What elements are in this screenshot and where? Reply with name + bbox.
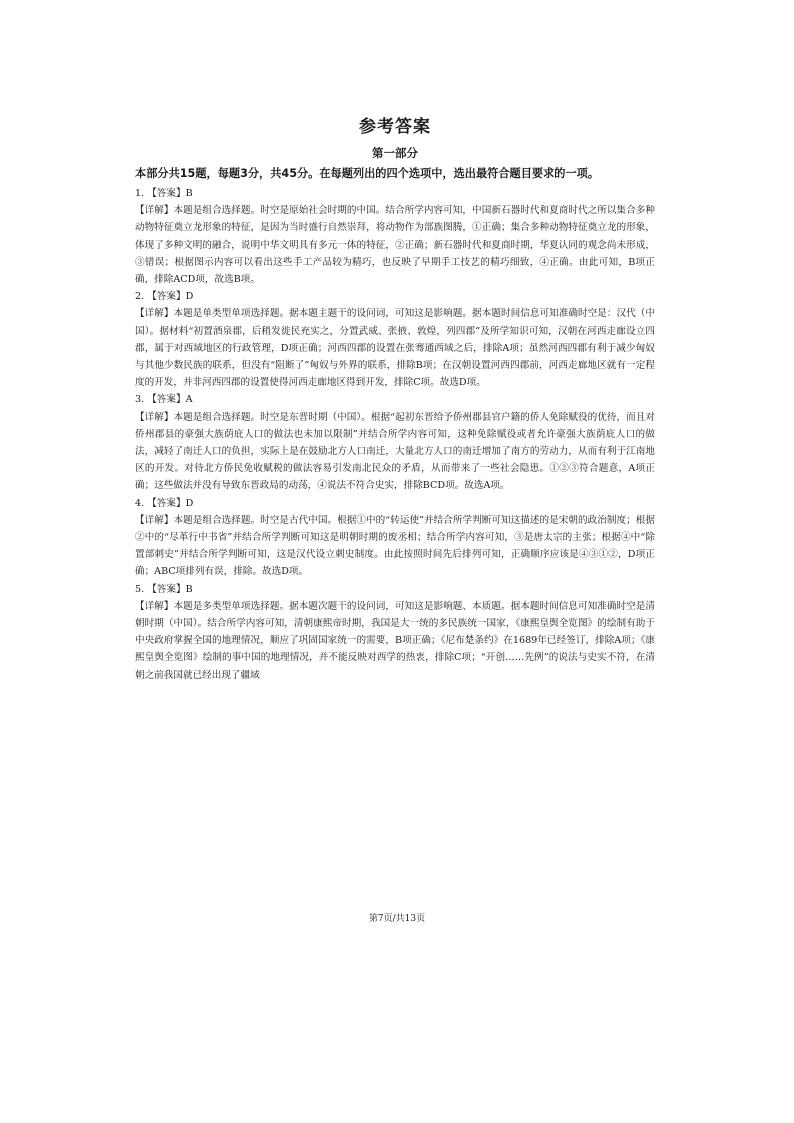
explanation-paragraph: 【详解】本题是多类型单项选择题。据本题次题干的设问词，可知这是影响题、本质题。据本题时间信息可知准确时空是清朝时期（中国）。结合所学内容可知，清朝康熙帝时期，我国是大一统的多民族统一国家，《康熙皇舆全览图》的绘制有助于中央政府掌握全国的地理情况，顺应了巩固国家统一的需要，B项正确；《尼布楚条约》在1689年已经签订，排除A项；《康熙皇舆全览图》绘制的事中国的地理情况，并不能反映对西学的热衷，排除C项；“开创……先例”的说法与史实不符，在清朝之前我国就已经出现了疆域 [135, 600, 655, 681]
explanation-paragraph: 【详解】本题是组合选择题。时空是东晋时期（中国）。根据“起初东晋给予侨州郡县官户籍的侨人免除赋役的优待，而且对侨州郡县的豪强大族荫庇人口的做法也未加以限制”并结合所学内容可知，这种免除赋役或者允许豪强大族荫庇人口的做法，减轻了南迁人口的负担，实际上是在鼓励北方人口南迁，大量北方人口的南迁增加了南方的劳动力，从而有利于江南地区的开发。对待北方侨民免收赋税的做法容易引发南北民众的矛盾，从而带来了一些社会隐患。①②③符合题意，A项正确；这些做法并没有导致东晋政局的动荡，④说法不符合史实，排除BCD项。故选A项。 [135, 411, 655, 492]
question-2 [135, 288, 655, 391]
explanation-paragraph: 【详解】本题是单类型单项选择题。据本题主题干的设问词，可知这是影响题。据本题时间信息可知准确时空是：汉代（中国）。据材料“初置酒泉郡，后稍发徙民充实之，分置武威、张掖、敦煌，列四郡”及所学知识可知，汉朝在河西走廊设立四郡，属于对西域地区的行政管理，D项正确；河西四郡的设置在张骞通西域之后，排除A项；虽然河西四郡有利于减少匈奴与其他少数民族的联系，但没有“阻断了”匈奴与外界的联系，排除B项；在汉朝设置河西四郡前，河西走廊地区就有一定程度的开发，并非河西四郡的设置使得河西走廊地区得到开发，排除C项。故选D项。 [135, 308, 655, 389]
explanation-paragraph: 【详解】本题是组合选择题。时空是古代中国。根据①中的“转运使”并结合所学判断可知这描述的是宋朝的政治制度；根据②中的“尽革行中书省”并结合所学判断可知这是明朝时期的废丞相；结合所学内容可知，③是唐太宗的主张；根据④中“除置部刺史”并结合所学判断可知，这是汉代设立刺史制度。由此按照时间先后排列可知，正确顺序应该是④③①②，D项正确；ABC项排列有误，排除。故选D项。 [135, 514, 655, 578]
answer-line: 5. 【答案】B [135, 583, 193, 595]
answer-line: 1. 【答案】B [135, 188, 193, 199]
page-title: 参考答案 [359, 117, 431, 137]
answer-line: 2. 【答案】D [135, 291, 194, 303]
question-1 [135, 185, 655, 288]
section-heading: 第一部分 [372, 146, 418, 160]
answer-line: 4. 【答案】D [135, 497, 194, 509]
question-4 [135, 495, 655, 581]
question-3 [135, 391, 655, 494]
question-5 [135, 581, 655, 684]
section-instructions: 本部分共15题，每题3分，共45分。在每题列出的四个选项中，选出最符合题目要求的一项。 [135, 167, 600, 180]
explanation-paragraph: 【详解】本题是组合选择题。时空是原始社会时期的中国。结合所学内容可知，中国新石器时代和夏商时代之所以集合多种动物特征奠立龙形象的特征，是因为当时盛行自然崇拜，将动物作为部族图腾，①正确；集合多种动物特征奠立龙的形象，体现了多种文明的融合，说明中华文明具有多元一体的特征，②正确；新石器时代和夏商时期，华夏认同的观念尚未形成，③错误；根据图示内容可以看出这些手工产品较为精巧，也反映了早期手工技艺的精巧细致，④正确。由此可知，B项正确，排除ACD项，故选B项。 [135, 205, 655, 286]
page-number: 第7页/共13页 [368, 914, 426, 924]
answer-line: 3. 【答案】A [135, 394, 193, 406]
answer-page [135, 112, 655, 684]
